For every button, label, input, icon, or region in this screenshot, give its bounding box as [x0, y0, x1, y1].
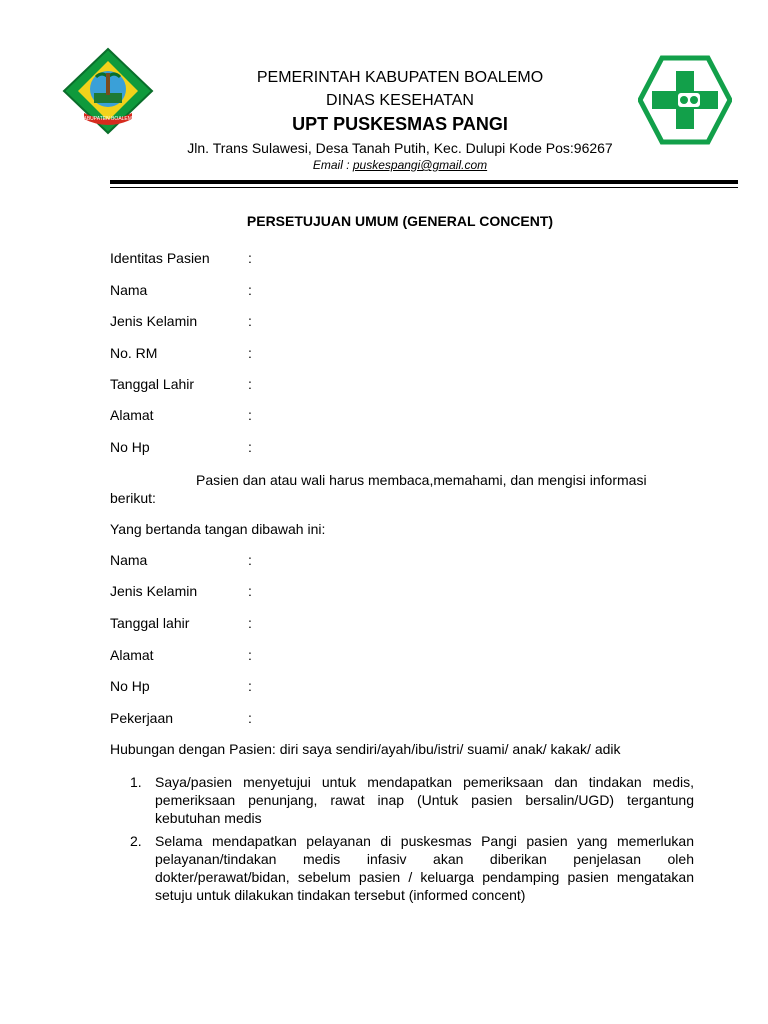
field-colon: : — [248, 407, 252, 423]
field-colon: : — [248, 552, 252, 568]
field-label: Nama — [110, 282, 148, 298]
field-colon: : — [248, 678, 252, 694]
field-colon: : — [248, 282, 252, 298]
field-label: Jenis Kelamin — [110, 313, 198, 329]
email-label: Email : — [312, 158, 353, 172]
header-email-line — [150, 158, 650, 172]
header-rule-thin — [110, 187, 738, 188]
field-label: No. RM — [110, 345, 158, 361]
field-label: Jenis Kelamin — [110, 583, 198, 599]
list-item-text: Selama mendapatkan pelayanan di puskesmas Pangi pasien yang memerlukan pelayanan/tindakan medis infasiv akan diberikan penjelasan oleh dokter/perawat/bidan, sebelum pasien / keluarga pendamping pasien mengatakan setuju untuk dilakukan tindakan tersebut (informed concent) — [155, 833, 694, 903]
field-tanggal-lahir — [110, 376, 252, 392]
field-colon: : — [248, 376, 252, 392]
instruction-paragraph: Pasien dan atau wali harus membaca,memahami, dan mengisi informasi berikut: — [110, 472, 647, 506]
field-label: Tanggal Lahir — [110, 376, 195, 392]
field-no-hp — [110, 439, 252, 455]
field-colon: : — [248, 439, 252, 455]
field-colon: : — [248, 710, 252, 726]
field-colon: : — [248, 313, 252, 329]
field-signer-no-hp — [110, 678, 252, 694]
field-signer-jenis-kelamin — [110, 583, 252, 599]
field-label: Tanggal lahir — [110, 615, 190, 631]
list-item — [130, 773, 694, 827]
field-colon: : — [248, 250, 252, 266]
field-label: Nama — [110, 552, 148, 568]
field-signer-tanggal-lahir — [110, 615, 252, 631]
header-address: Jln. Trans Sulawesi, Desa Tanah Putih, Kec. Dulupi Kode Pos:96267 — [187, 140, 613, 156]
field-signer-pekerjaan — [110, 710, 252, 726]
header-department: DINAS KESEHATAN — [326, 92, 474, 109]
field-identitas-pasien — [110, 250, 252, 266]
field-nama — [110, 282, 252, 298]
field-no-rm — [110, 345, 252, 361]
email-link[interactable]: puskespangi@gmail.com — [352, 158, 488, 172]
list-item — [130, 832, 694, 904]
relationship-line: Hubungan dengan Pasien: diri saya sendiri/ayah/ibu/istri/ suami/ anak/ kakak/ adik — [110, 741, 621, 757]
field-signer-alamat — [110, 647, 252, 663]
field-label: Alamat — [110, 647, 154, 663]
list-item-number: 2. — [130, 833, 142, 849]
header-institution: UPT PUSKESMAS PANGI — [292, 114, 508, 134]
header-government: PEMERINTAH KABUPATEN BOALEMO — [256, 69, 544, 86]
field-label: Pekerjaan — [110, 710, 174, 726]
field-label: Alamat — [110, 407, 154, 423]
list-item-text: Saya/pasien menyetujui untuk mendapatkan pemeriksaan dan tindakan medis, pemeriksaan penunjang, rawat inap (Untuk pasien bersalin/UGD) tergantung kebutuhan medis — [155, 774, 694, 826]
list-item-number: 1. — [130, 774, 142, 790]
field-signer-nama — [110, 552, 252, 568]
field-label: Identitas Pasien — [110, 250, 210, 266]
field-colon: : — [248, 583, 252, 599]
signer-intro: Yang bertanda tangan dibawah ini: — [110, 521, 326, 537]
field-label: No Hp — [110, 439, 150, 455]
puskesmas-logo — [638, 55, 732, 145]
field-label: No Hp — [110, 678, 150, 694]
emblem-ribbon-text: KABUPATEN BOALEMO — [80, 116, 136, 122]
field-jenis-kelamin — [110, 313, 252, 329]
header-rule-thick — [110, 180, 738, 184]
field-colon: : — [248, 615, 252, 631]
field-colon: : — [248, 345, 252, 361]
document-title: PERSETUJUAN UMUM (GENERAL CONCENT) — [246, 213, 554, 229]
field-alamat — [110, 407, 252, 423]
regency-emblem-logo — [62, 47, 154, 135]
field-colon: : — [248, 647, 252, 663]
